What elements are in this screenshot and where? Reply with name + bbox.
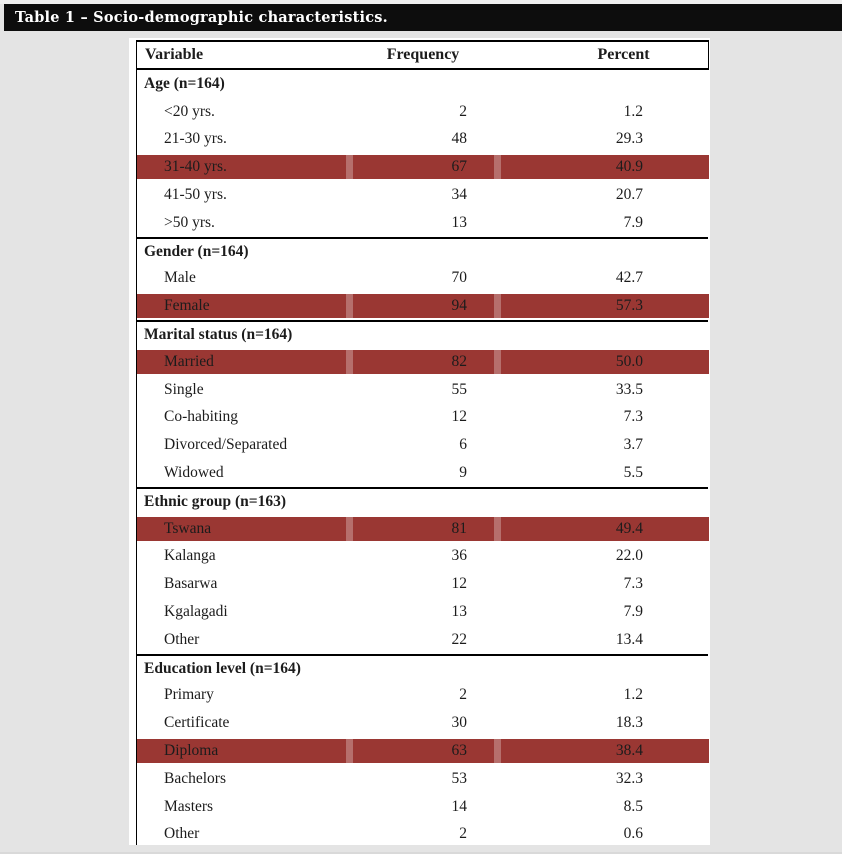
row-label: Divorced/Separated [164, 436, 288, 454]
table-row [137, 376, 709, 404]
row-percent: 20.7 [615, 186, 643, 204]
row-label: Primary [164, 686, 214, 704]
table-row [137, 98, 709, 126]
row-percent: 40.9 [615, 158, 643, 176]
row-frequency: 6 [459, 436, 467, 454]
table-row [137, 765, 709, 793]
row-label: Basarwa [164, 575, 218, 593]
row-percent: 32.3 [615, 769, 643, 787]
row-percent: 13.4 [615, 630, 643, 648]
row-percent: 3.7 [623, 436, 643, 454]
row-frequency: 82 [451, 352, 467, 370]
row-percent: 29.3 [615, 130, 643, 148]
row-frequency: 48 [451, 130, 467, 148]
table-row [137, 598, 709, 626]
row-frequency: 12 [451, 575, 467, 593]
section-header: Education level (n=164) [137, 654, 708, 682]
column-header-frequency: Frequency [386, 46, 460, 63]
table-row [137, 126, 709, 154]
table-section [137, 654, 708, 845]
row-frequency: 13 [451, 213, 467, 231]
table-row [137, 181, 709, 209]
table-body [136, 70, 708, 845]
row-label: >50 yrs. [164, 213, 215, 231]
row-label: 21-30 yrs. [164, 130, 227, 148]
table-section [137, 70, 708, 237]
table-section [137, 237, 708, 320]
row-label: Female [164, 297, 210, 315]
table-row [137, 709, 709, 737]
row-label: 31-40 yrs. [164, 158, 227, 176]
table-panel [129, 38, 710, 845]
table-row-highlighted [137, 515, 709, 543]
section-header: Age (n=164) [144, 74, 225, 92]
table-row-highlighted [137, 153, 709, 181]
row-frequency: 36 [451, 547, 467, 565]
row-label: Masters [164, 797, 214, 815]
row-label: Kalanga [164, 547, 216, 565]
row-percent: 1.2 [623, 102, 643, 120]
row-label: Male [164, 269, 196, 287]
row-percent: 50.0 [615, 352, 643, 370]
table-row [137, 821, 709, 845]
table-row [137, 570, 709, 598]
row-label: Kgalagadi [164, 603, 228, 621]
row-frequency: 22 [451, 630, 467, 648]
row-percent: 7.3 [623, 575, 643, 593]
column-header-percent: Percent [597, 46, 650, 63]
table-row [137, 431, 709, 459]
section-header: Marital status (n=164) [137, 320, 708, 348]
row-percent: 7.3 [623, 408, 643, 426]
row-label: 41-50 yrs. [164, 186, 227, 204]
row-label: <20 yrs. [164, 102, 215, 120]
row-percent: 18.3 [615, 714, 643, 732]
row-percent: 7.9 [623, 213, 643, 231]
table-section [137, 320, 708, 487]
row-frequency: 63 [451, 742, 467, 760]
row-frequency: 70 [451, 269, 467, 287]
row-percent: 7.9 [623, 603, 643, 621]
table-row [137, 682, 709, 710]
row-frequency: 2 [459, 825, 467, 843]
table-row-highlighted [137, 737, 709, 765]
row-frequency: 94 [451, 297, 467, 315]
table-header-row [136, 40, 709, 70]
row-percent: 33.5 [615, 380, 643, 398]
table-section [137, 487, 708, 654]
row-label: Tswana [164, 519, 212, 537]
row-label: Widowed [164, 464, 224, 482]
row-percent: 22.0 [615, 547, 643, 565]
row-frequency: 55 [451, 380, 467, 398]
row-frequency: 34 [451, 186, 467, 204]
table-caption: Table 1 – Socio-demographic characteristics. [15, 9, 388, 26]
table-caption-bar [4, 4, 842, 31]
table-row [137, 793, 709, 821]
row-frequency: 30 [451, 714, 467, 732]
row-percent: 49.4 [615, 519, 643, 537]
row-frequency: 12 [451, 408, 467, 426]
section-header: Gender (n=164) [137, 237, 708, 265]
table-row-highlighted [137, 292, 709, 320]
row-percent: 42.7 [615, 269, 643, 287]
row-percent: 1.2 [623, 686, 643, 704]
row-frequency: 67 [451, 158, 467, 176]
table-row [137, 209, 709, 237]
row-percent: 38.4 [615, 742, 643, 760]
row-label: Other [164, 630, 200, 648]
row-percent: 0.6 [623, 825, 643, 843]
table-row [137, 404, 709, 432]
row-label: Other [164, 825, 200, 843]
table-row [137, 626, 709, 654]
row-frequency: 2 [459, 102, 467, 120]
row-label: Diploma [164, 742, 219, 760]
row-label: Bachelors [164, 769, 226, 787]
row-frequency: 53 [451, 769, 467, 787]
row-frequency: 9 [459, 464, 467, 482]
row-frequency: 14 [451, 797, 467, 815]
row-percent: 8.5 [623, 797, 643, 815]
row-frequency: 2 [459, 686, 467, 704]
socio-demographic-table [136, 40, 709, 845]
column-header-variable: Variable [145, 46, 204, 63]
row-frequency: 13 [451, 603, 467, 621]
table-row-highlighted [137, 348, 709, 376]
section-header: Ethnic group (n=163) [137, 487, 708, 515]
row-label: Co-habiting [164, 408, 239, 426]
row-percent: 57.3 [615, 297, 643, 315]
table-row [137, 265, 709, 293]
row-frequency: 81 [451, 519, 467, 537]
row-label: Married [164, 352, 214, 370]
table-row [137, 543, 709, 571]
table-row [137, 459, 709, 487]
row-percent: 5.5 [623, 464, 643, 482]
row-label: Single [164, 380, 204, 398]
row-label: Certificate [164, 714, 230, 732]
